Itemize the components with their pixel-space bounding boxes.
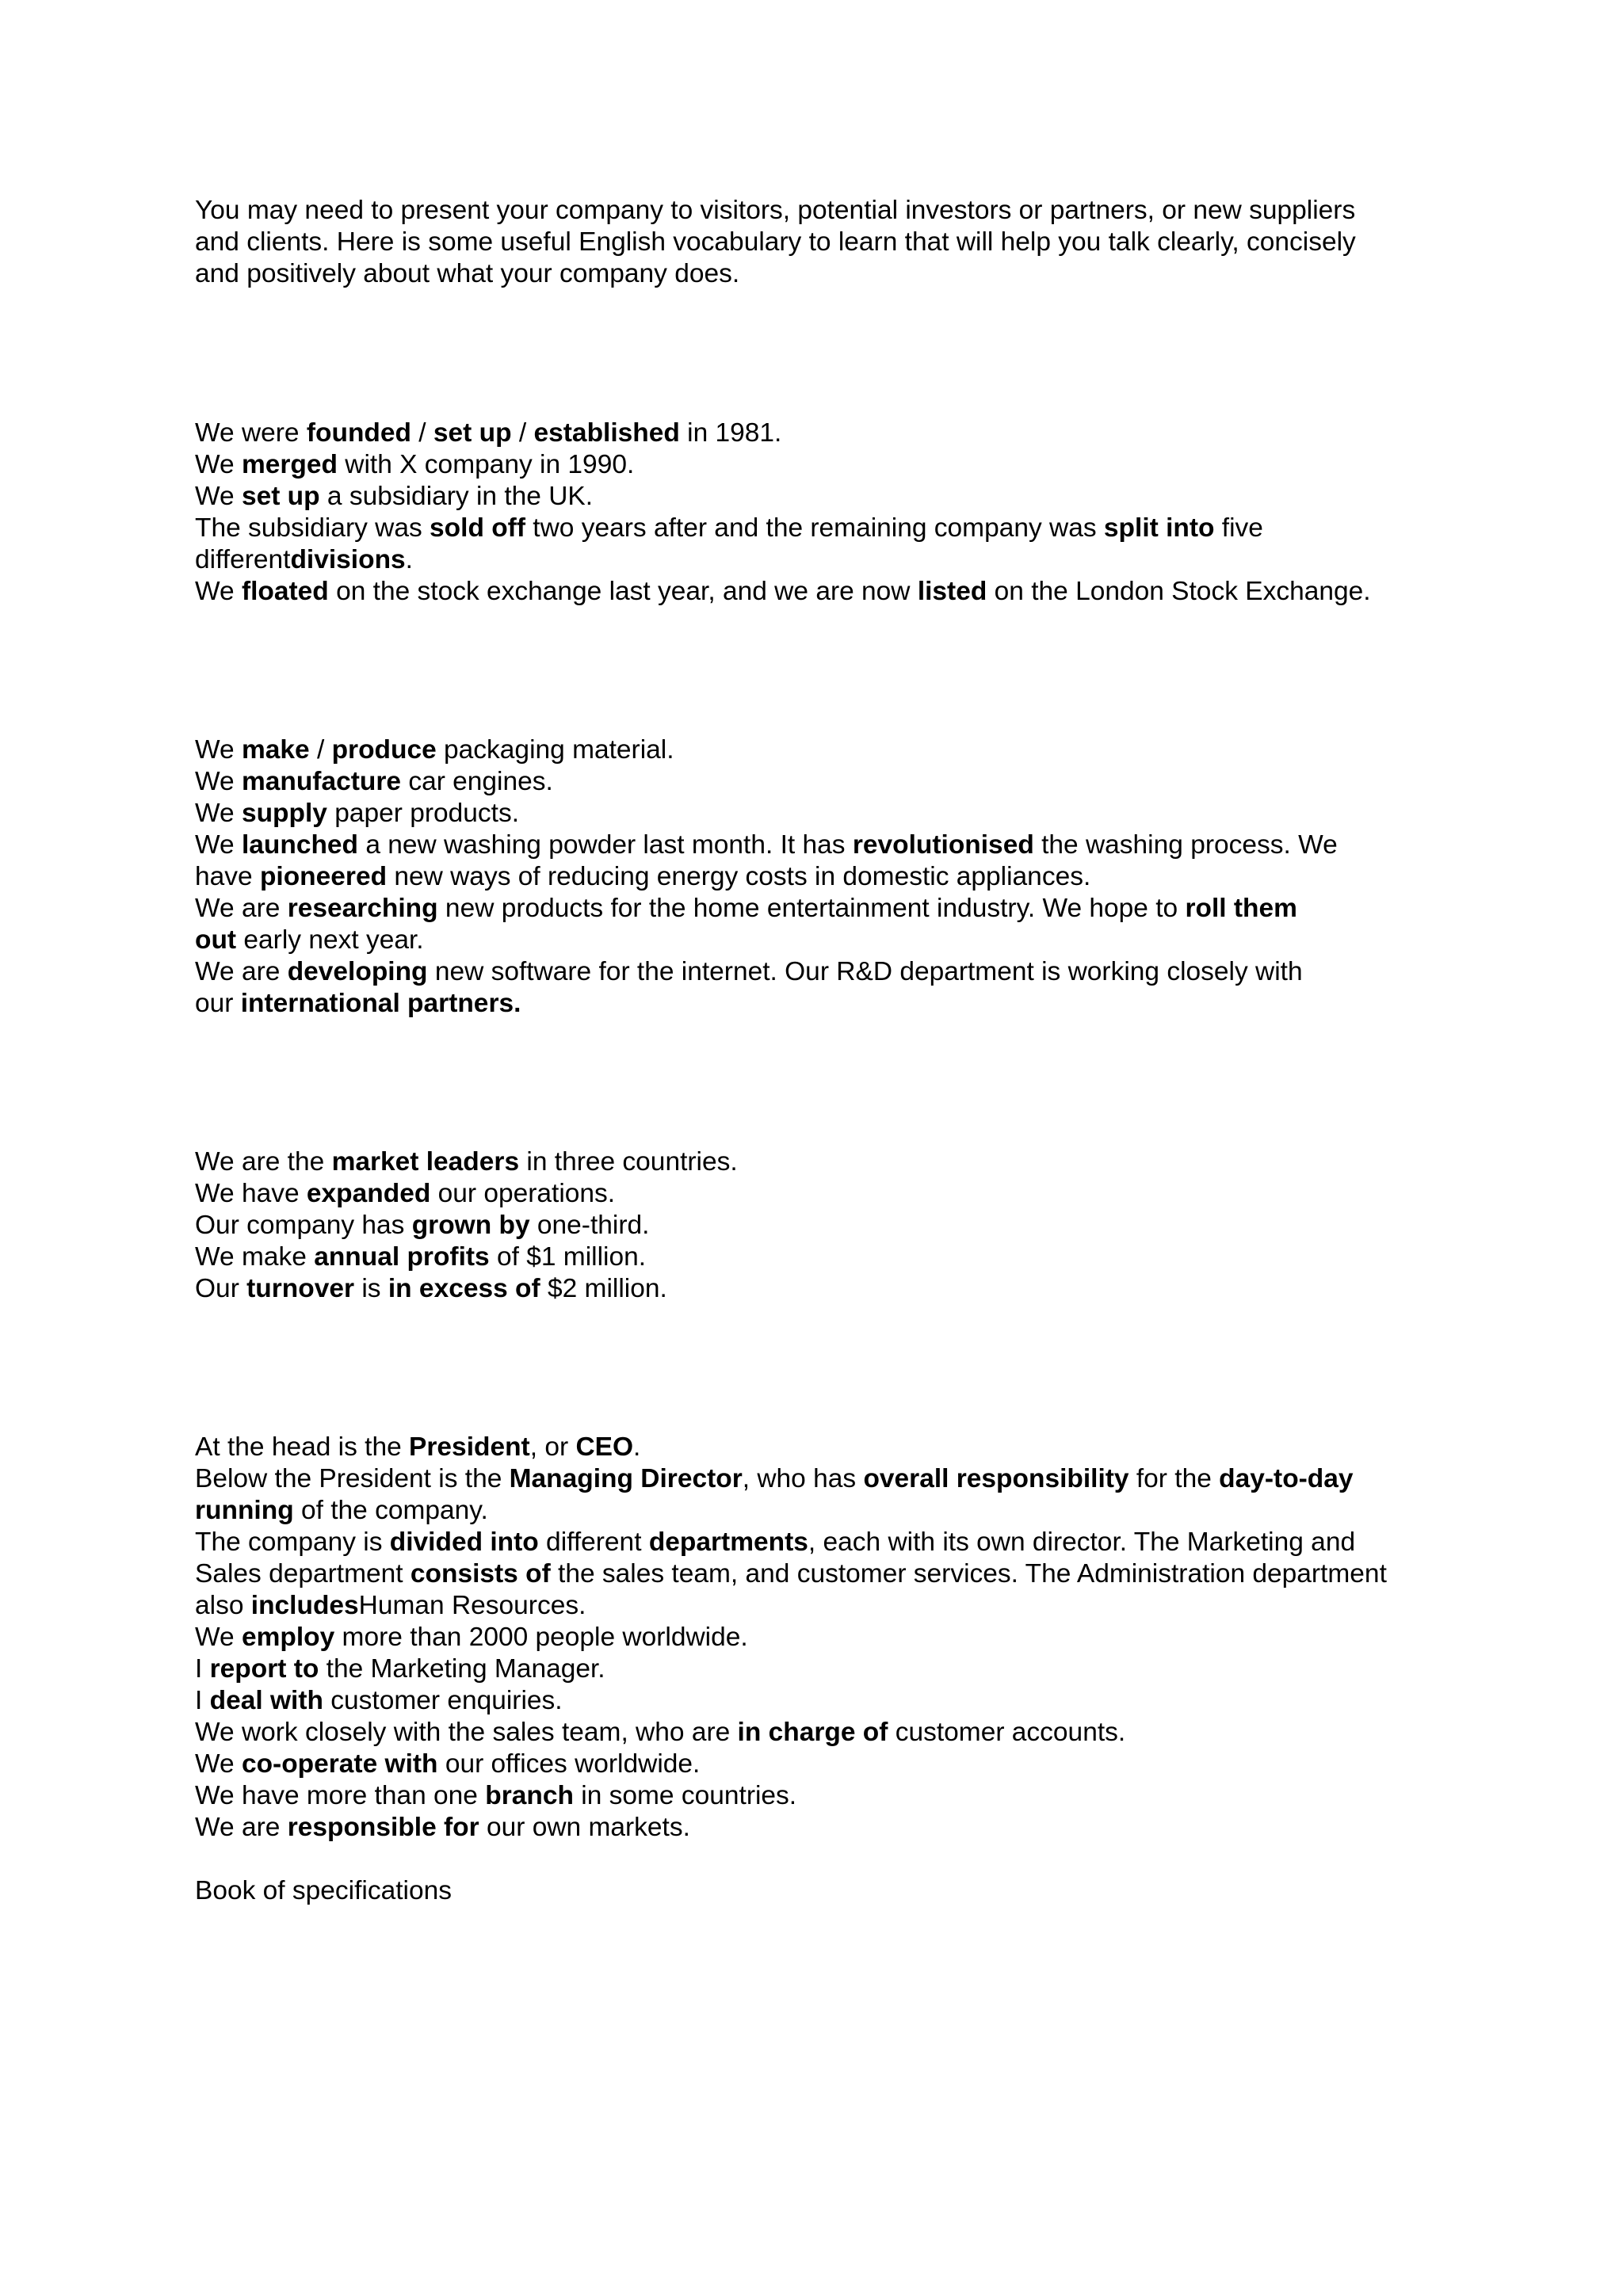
text-line — [195, 1241, 1447, 1273]
text-run: new products for the home entertainment industry. We hope to — [437, 894, 1186, 923]
text-run: our own markets. — [479, 1813, 690, 1842]
vocabulary-term: supply — [241, 799, 327, 828]
text-run: in three countries. — [519, 1147, 738, 1177]
vocabulary-term: expanded — [306, 1179, 431, 1208]
text-line — [195, 1527, 1447, 1558]
text-run: the sales team, and customer services. The Administration department — [550, 1559, 1387, 1589]
history-section — [195, 418, 1447, 608]
vocabulary-term: annual profits — [314, 1242, 490, 1272]
text-line — [195, 861, 1447, 893]
text-run: At the head is the — [195, 1432, 410, 1462]
vocabulary-term: overall responsibility — [863, 1464, 1129, 1493]
text-run: I — [195, 1686, 210, 1715]
text-run: for the — [1128, 1464, 1220, 1493]
intro-line: You may need to present your company to visitors, potential investors or partners, or new suppliers — [195, 196, 1356, 225]
vocabulary-term: Managing Director — [509, 1464, 743, 1493]
intro-line: and positively about what your company does. — [195, 259, 740, 288]
text-run: of the company. — [293, 1496, 488, 1525]
text-run: / — [511, 418, 534, 448]
text-run: on the stock exchange last year, and we are now — [328, 577, 918, 606]
text-run: We are the — [195, 1147, 332, 1177]
text-run: paper products. — [327, 799, 520, 828]
text-line — [195, 1178, 1447, 1210]
text-run: our offices worldwide. — [437, 1749, 701, 1779]
text-run: Our company has — [195, 1211, 412, 1240]
text-line — [195, 1653, 1447, 1685]
vocabulary-term: merged — [241, 450, 338, 479]
text-line — [195, 576, 1447, 608]
text-run: We were — [195, 418, 307, 448]
intro-paragraph — [195, 195, 1447, 290]
vocabulary-term: in excess of — [388, 1274, 540, 1303]
vocabulary-term: split into — [1103, 513, 1215, 543]
text-run: Sales department — [195, 1559, 411, 1589]
vocabulary-term: turnover — [246, 1274, 355, 1303]
text-run: / — [411, 418, 433, 448]
text-run: We are — [195, 894, 288, 923]
text-run: packaging material. — [436, 735, 674, 765]
text-run: have — [195, 862, 260, 891]
vocabulary-term: floated — [241, 577, 329, 606]
vocabulary-term: established — [533, 418, 680, 448]
vocabulary-term: deal with — [209, 1686, 323, 1715]
vocabulary-term: CEO — [575, 1432, 634, 1462]
text-line — [195, 1780, 1447, 1812]
text-line — [195, 1558, 1447, 1590]
text-line — [195, 1463, 1447, 1495]
text-line — [195, 734, 1447, 766]
vocabulary-term: report to — [209, 1654, 319, 1684]
text-run: customer enquiries. — [323, 1686, 563, 1715]
text-run: different — [538, 1527, 649, 1557]
vocabulary-term: produce — [331, 735, 437, 765]
text-run: I — [195, 1654, 210, 1684]
text-run: We have — [195, 1179, 307, 1208]
vocabulary-term: listed — [917, 577, 987, 606]
text-run: in 1981. — [679, 418, 782, 448]
text-run: We are — [195, 957, 288, 986]
vocabulary-term: international partners. — [240, 989, 521, 1018]
text-run: different — [195, 545, 291, 574]
text-run: with X company in 1990. — [337, 450, 635, 479]
text-line — [195, 513, 1447, 544]
text-run: early next year. — [236, 925, 424, 955]
text-run: . — [405, 545, 413, 574]
text-run: new software for the internet. Our R&D department is working closely with — [427, 957, 1303, 986]
text-run: the washing process. We — [1033, 830, 1338, 860]
text-line — [195, 1146, 1447, 1178]
text-run: / — [309, 735, 332, 765]
text-line — [195, 1812, 1447, 1844]
text-run: Our — [195, 1274, 247, 1303]
vocabulary-term: branch — [485, 1781, 574, 1810]
text-run: We — [195, 767, 242, 796]
text-run: . — [633, 1432, 641, 1462]
text-run: new ways of reducing energy costs in domestic appliances. — [387, 862, 1091, 891]
vocabulary-term: revolutionised — [852, 830, 1034, 860]
text-run: , or — [529, 1432, 576, 1462]
text-line — [195, 798, 1447, 830]
text-line — [195, 893, 1447, 925]
vocabulary-term: set up — [433, 418, 512, 448]
footer-text: Book of specifications — [195, 1876, 453, 1905]
text-run: more than 2000 people worldwide. — [334, 1623, 748, 1652]
vocabulary-term: divisions — [290, 545, 406, 574]
vocabulary-term: roll them — [1185, 894, 1297, 923]
vocabulary-term: employ — [241, 1623, 335, 1652]
text-run: We — [195, 830, 242, 860]
performance-section — [195, 1146, 1447, 1305]
text-run: two years after and the remaining company was — [525, 513, 1104, 543]
text-run: , each with its own director. The Marketing and — [808, 1527, 1356, 1557]
vocabulary-term: in charge of — [737, 1718, 888, 1747]
vocabulary-term: President — [409, 1432, 530, 1462]
text-run: We — [195, 1749, 242, 1779]
text-run: our — [195, 989, 241, 1018]
text-run: the Marketing Manager. — [319, 1654, 605, 1684]
text-run: five — [1214, 513, 1263, 543]
activities-section — [195, 734, 1447, 1020]
text-run: a subsidiary in the UK. — [319, 482, 594, 511]
vocabulary-term: make — [241, 735, 310, 765]
text-run: of $1 million. — [489, 1242, 647, 1272]
text-line — [195, 1210, 1447, 1241]
vocabulary-term: departments — [648, 1527, 808, 1557]
vocabulary-term: includes — [250, 1591, 359, 1620]
vocabulary-term: running — [195, 1496, 294, 1525]
text-run: , who has — [742, 1464, 864, 1493]
text-line — [195, 1685, 1447, 1717]
text-run: We make — [195, 1242, 315, 1272]
vocabulary-term: set up — [241, 482, 320, 511]
text-run: We — [195, 577, 242, 606]
text-run: We — [195, 799, 242, 828]
text-run: The company is — [195, 1527, 390, 1557]
vocabulary-term: manufacture — [241, 767, 402, 796]
footer-note — [195, 1875, 1447, 1907]
text-line — [195, 1273, 1447, 1305]
vocabulary-term: co-operate with — [241, 1749, 438, 1779]
text-run: $2 million. — [540, 1274, 667, 1303]
text-run: a new washing powder last month. It has — [358, 830, 853, 860]
text-run: We are — [195, 1813, 288, 1842]
vocabulary-term: sold off — [430, 513, 525, 543]
text-run: in some countries. — [573, 1781, 797, 1810]
text-run: We work closely with the sales team, who are — [195, 1718, 738, 1747]
text-line — [195, 1432, 1447, 1463]
text-line — [195, 1590, 1447, 1622]
text-run: Human Resources. — [358, 1591, 586, 1620]
text-line — [195, 830, 1447, 861]
text-run: We have more than one — [195, 1781, 486, 1810]
text-run: The subsidiary was — [195, 513, 430, 543]
vocabulary-term: grown by — [411, 1211, 530, 1240]
vocabulary-term: developing — [287, 957, 428, 986]
text-line — [195, 544, 1447, 576]
text-run: customer accounts. — [888, 1718, 1126, 1747]
text-run: We — [195, 482, 242, 511]
text-line — [195, 956, 1447, 988]
text-line — [195, 1717, 1447, 1749]
vocabulary-term: pioneered — [259, 862, 388, 891]
vocabulary-term: day-to-day — [1219, 1464, 1354, 1493]
text-line — [195, 766, 1447, 798]
vocabulary-term: researching — [287, 894, 438, 923]
vocabulary-term: responsible for — [287, 1813, 479, 1842]
text-line — [195, 449, 1447, 481]
text-run: Below the President is the — [195, 1464, 510, 1493]
vocabulary-term: out — [195, 925, 237, 955]
text-run: also — [195, 1591, 251, 1620]
text-run: We — [195, 1623, 242, 1652]
text-line — [195, 925, 1447, 956]
text-line — [195, 481, 1447, 513]
text-run: one-third. — [529, 1211, 650, 1240]
text-line — [195, 1749, 1447, 1780]
vocabulary-term: divided into — [389, 1527, 539, 1557]
text-run: We — [195, 735, 242, 765]
intro-line: and clients. Here is some useful English vocabulary to learn that will help you talk clearly, concisely — [195, 227, 1356, 257]
vocabulary-term: founded — [306, 418, 411, 448]
vocabulary-term: launched — [241, 830, 359, 860]
text-line — [195, 1495, 1447, 1527]
text-line — [195, 1622, 1447, 1653]
text-line — [195, 418, 1447, 449]
text-run: car engines. — [401, 767, 553, 796]
structure-section — [195, 1432, 1447, 1844]
text-run: is — [354, 1274, 388, 1303]
text-run: We — [195, 450, 242, 479]
text-run: on the London Stock Exchange. — [987, 577, 1371, 606]
text-run: our operations. — [430, 1179, 616, 1208]
text-line — [195, 988, 1447, 1020]
vocabulary-term: consists of — [410, 1559, 551, 1589]
vocabulary-term: market leaders — [331, 1147, 520, 1177]
